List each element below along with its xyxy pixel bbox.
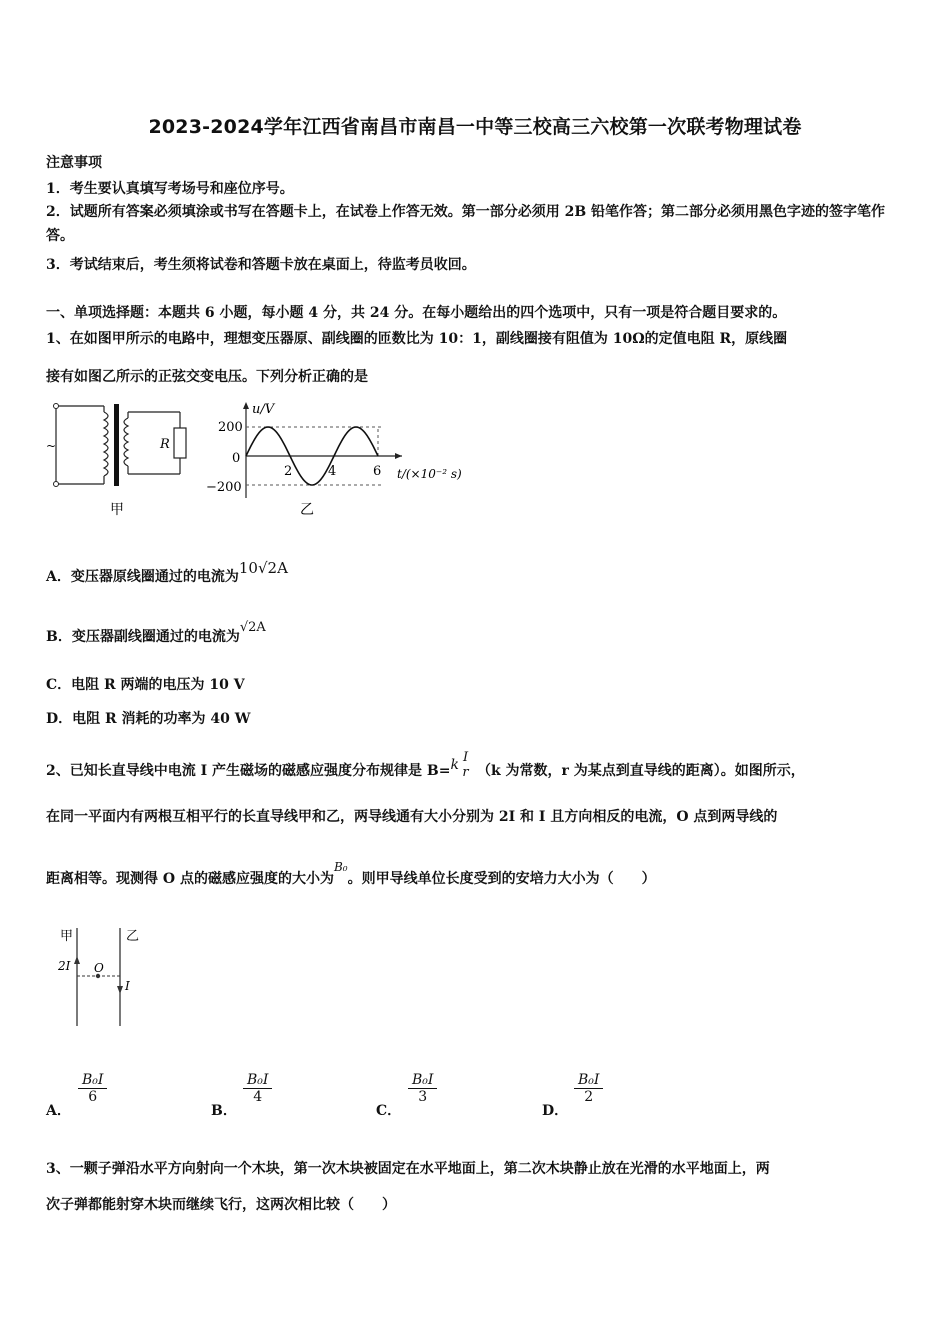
x-tick-4: 4: [328, 464, 337, 479]
q1-option-b: B．变压器副线圈通过的电流为√2A: [46, 620, 266, 645]
resistor-label: R: [160, 437, 170, 452]
y-tick-0: 0: [232, 451, 241, 466]
q1-option-a: A．变压器原线圈通过的电流为10√2A: [46, 559, 288, 585]
q2-option-c-label: C．: [376, 1103, 402, 1119]
q2-option-b-label: B．: [211, 1103, 237, 1119]
q1-option-b-value: √2A: [239, 620, 266, 635]
q2-k: k: [450, 757, 459, 773]
q2-option-b-fraction: $\frac{\text{B₀I}}{4}$: [243, 1072, 272, 1105]
notice-item-2: 2．试题所有答案必须填涂或书写在答题卡上，在试卷上作答无效。第一部分必须用 2B 铅笔作答；第二部分必须用黑色字迹的签字笔作答。: [46, 204, 886, 244]
q1-circuit-figure: [44, 398, 194, 522]
notice-heading: 注意事项: [46, 155, 102, 171]
notice-item-3: 3．考试结束后，考生须将试卷和答题卡放在桌面上，待监考员收回。: [46, 257, 476, 273]
q2-option-a-label: A．: [46, 1103, 71, 1119]
notice-item-1: 1．考生要认真填写考场号和座位序号。: [46, 181, 294, 197]
q2-wires-figure: [54, 922, 164, 1030]
q2-formula-fraction: I r: [462, 750, 469, 780]
q2-stem-line1: 2、已知长直导线中电流 I 产生磁场的磁感应强度分布规律是 B=k I r （k 为常数，r 为某点到直导线的距离）。如图所示，: [46, 750, 805, 780]
q1-stem-line2: 接有如图乙所示的正弦交变电压。下列分析正确的是: [46, 369, 368, 385]
wire-current-i: I: [125, 979, 130, 993]
graph-ylabel: u/V: [252, 402, 275, 417]
x-tick-6: 6: [373, 464, 382, 479]
y-tick-neg200: −200: [206, 480, 242, 495]
x-tick-2: 2: [284, 464, 293, 479]
q1-option-d: D．电阻 R 消耗的功率为 40 W: [46, 711, 251, 727]
q1-stem-line1: 1、在如图甲所示的电路中，理想变压器原、副线圈的匝数比为 10：1，副线圈接有阻值为 10Ω的定值电阻 R，原线圈: [46, 331, 788, 347]
y-tick-200: 200: [218, 420, 243, 435]
q2-b0: B₀: [333, 860, 348, 874]
fig-caption-yi: 乙: [300, 502, 314, 518]
q2-option-a-fraction: $\frac{\text{B₀I}}{6}$: [78, 1072, 107, 1105]
q2-stem-line3: 距离相等。现测得 O 点的磁感应强度的大小为B₀。则甲导线单位长度受到的安培力大小为（ ）: [46, 860, 656, 887]
q1-option-c: C．电阻 R 两端的电压为 10 V: [46, 677, 245, 693]
q2-stem-line2: 在同一平面内有两根互相平行的长直导线甲和乙，两导线通有大小分别为 2I 和 I 且方向相反的电流，O 点到两导线的: [46, 809, 778, 825]
q2-option-d-label: D．: [542, 1103, 569, 1119]
page-title: 2023-2024学年江西省南昌市南昌一中等三校高三六校第一次联考物理试卷: [148, 116, 802, 138]
q2-options: [46, 1072, 646, 1122]
wire-current-2i: 2I: [58, 959, 71, 973]
q1-option-a-value: 10√2A: [238, 559, 288, 577]
wire-label-jia: 甲: [60, 929, 74, 944]
wire-label-yi: 乙: [126, 929, 140, 944]
section-heading: 一、单项选择题：本题共 6 小题，每小题 4 分，共 24 分。在每小题给出的四个选项中，只有一项是符合题目要求的。: [46, 305, 787, 321]
q3-stem-line2: 次子弹都能射穿木块而继续飞行，这两次相比较（ ）: [46, 1197, 396, 1213]
fig-caption-jia: 甲: [110, 502, 124, 518]
q2-option-c-fraction: $\frac{\text{B₀I}}{3}$: [408, 1072, 437, 1105]
q1-voltage-graph: [202, 398, 472, 522]
q3-stem-line1: 3、一颗子弹沿水平方向射向一个木块，第一次木块被固定在水平地面上，第二次木块静止放在光滑的水平地面上，两: [46, 1161, 770, 1177]
point-o: O: [94, 961, 104, 975]
graph-xlabel: t/(×10⁻² s): [397, 467, 462, 481]
q2-option-d-fraction: $\frac{\text{B₀I}}{2}$: [574, 1072, 603, 1105]
ac-source-symbol: ~: [46, 439, 57, 453]
graph-y-arrow: [243, 402, 249, 409]
graph-x-arrow: [395, 453, 402, 459]
